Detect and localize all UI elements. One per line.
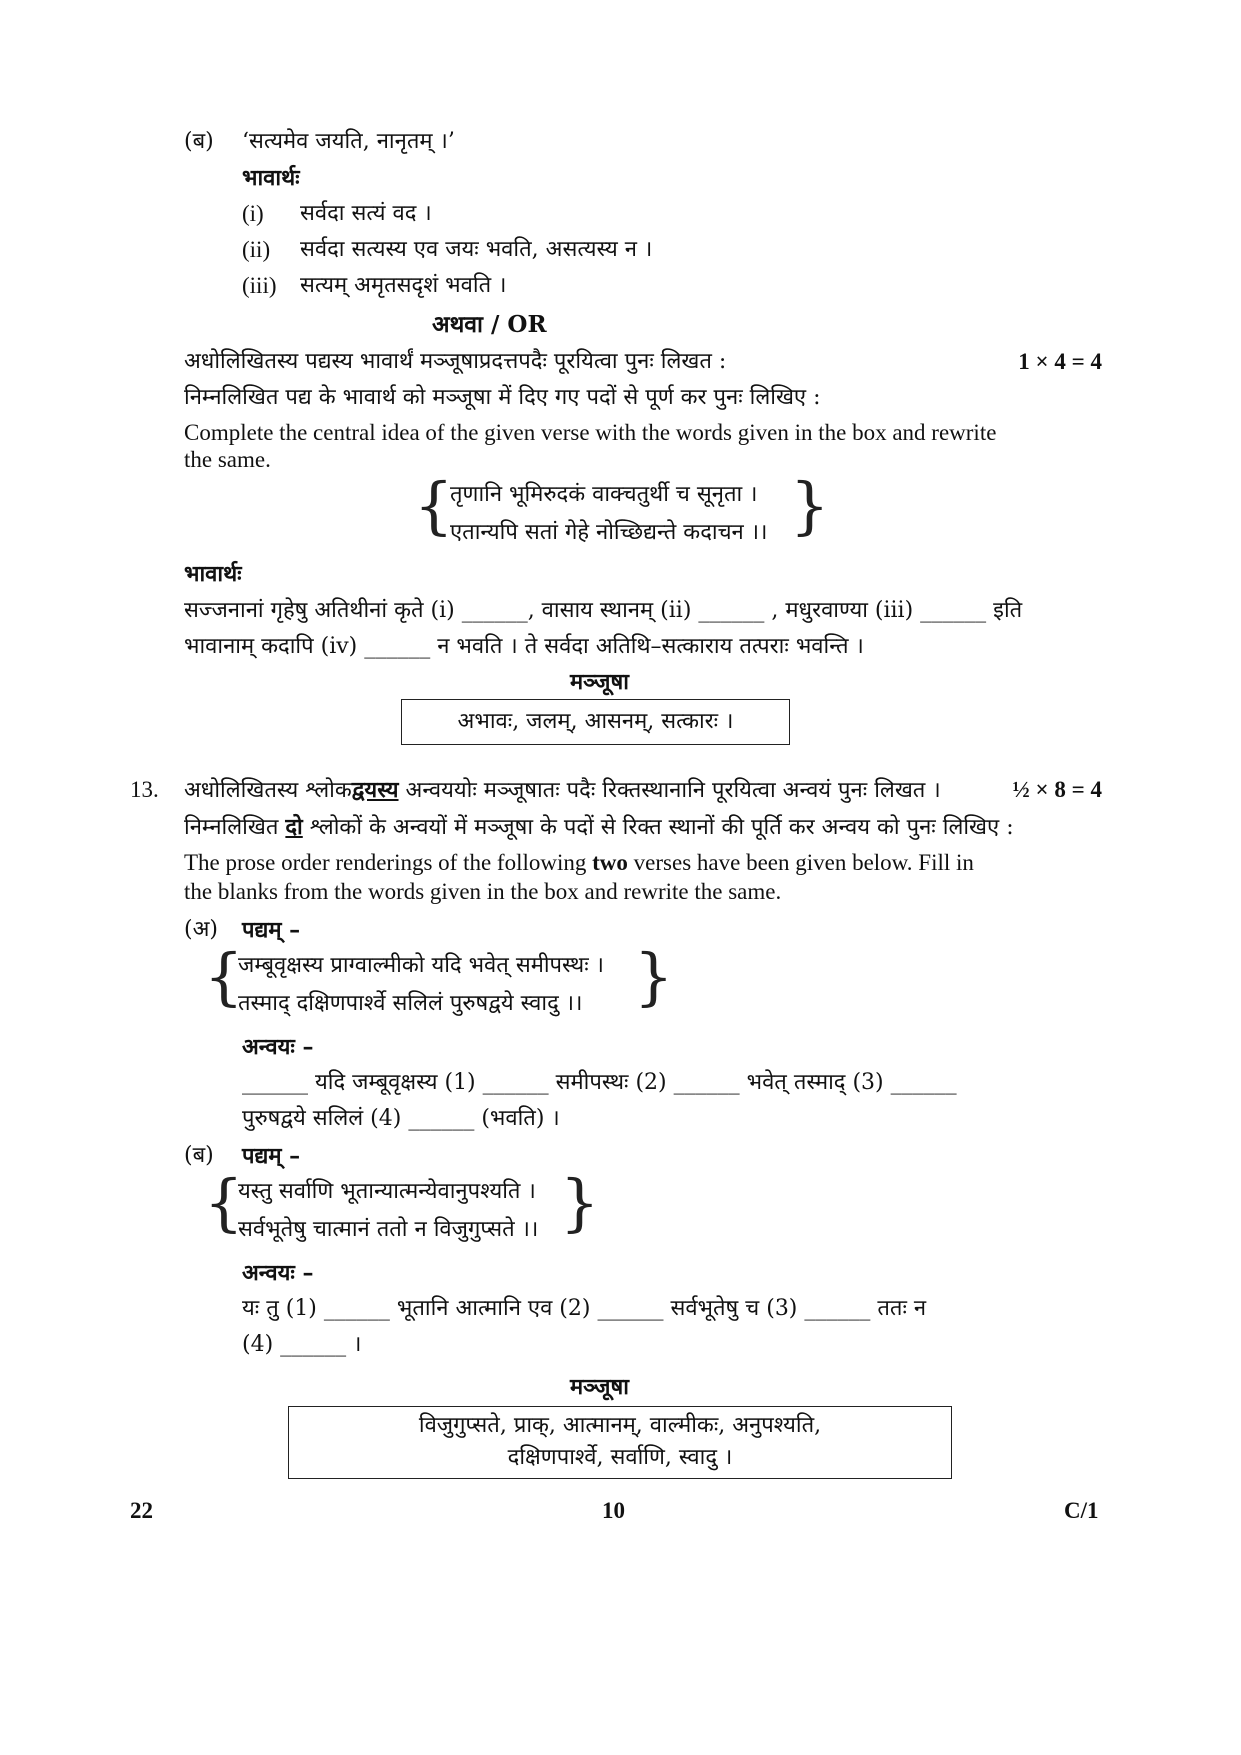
footer-right: C/1 [1064, 1498, 1099, 1523]
word-box-words: अभावः, जलम्, आसनम्, सत्कारः । [457, 709, 734, 734]
left-brace: { [414, 469, 454, 542]
q13-box-line-2: दक्षिणपार्श्वे, सर्वाणि, स्वादु । [507, 1445, 733, 1470]
option-num: (i) [242, 201, 264, 226]
bhavartha-line-2: भावानाम् कदापि (iv) ______ न भवति । ते सर्वदा अतिथि–सत्काराय तत्पराः भवन्ति । [184, 634, 864, 659]
q13-b-verse-1: यस्तु सर्वाणि भूतान्यात्मन्येवानुपश्यति । [238, 1179, 536, 1204]
q13-number: 13. [130, 777, 159, 802]
q13-part-b-heading: पद्यम् – [242, 1143, 301, 1169]
or-instruction-english-cont: the same. [184, 447, 271, 472]
q13-instruction-sanskrit [184, 775, 941, 806]
part-b-quote: ‘सत्यमेव जयति, नानृतम् ।’ [242, 129, 455, 154]
part-b-heading: भावार्थः [242, 165, 300, 191]
box-title: मञ्जूषा [570, 669, 629, 695]
option-text: सर्वदा सत्यं वद । [300, 201, 432, 226]
q13-word-box [288, 1406, 952, 1479]
q13-b-anvaya-heading: अन्वयः – [242, 1260, 314, 1286]
bhavartha-heading: भावार्थः [184, 561, 242, 587]
bhavartha-line-1: सज्जनानां गृहेषु अतिथीनां कृते (i) ______, वासाय स्थानम् (ii) ______ , मधुरवाण्या (iii) ______ इति [184, 598, 1023, 623]
q13-a-verse-2: तस्माद् दक्षिणपार्श्वे सलिलं पुरुषद्वये स्वादु ।। [238, 991, 583, 1016]
q13-instr-hi-post: श्लोकों के अन्वयों में मञ्जूषा के पदों से रिक्त स्थानों की पूर्ति कर अन्वय को पुनः लिखिए : [302, 815, 1014, 840]
q13-instr-hi-bold: दो [285, 814, 303, 840]
q13-part-a-heading: पद्यम् – [242, 917, 301, 943]
or-instruction-sanskrit: अधोलिखितस्य पद्यस्य भावार्थं मञ्जूषाप्रदत्तपदैः पूरयित्वा पुनः लिखत : [184, 349, 727, 374]
left-brace: { [204, 940, 244, 1013]
option-num: (iii) [242, 273, 277, 298]
part-b-label: (ब) [184, 129, 214, 154]
q13-marks: ½ × 8 = 4 [1012, 777, 1102, 802]
q13-instr-en-pre: The prose order renderings of the following [184, 850, 593, 875]
q13-instr-sa-bold: द्वयस्य [351, 777, 399, 803]
q13-instr-en-bold: two [592, 850, 628, 875]
q13-part-b-label: (ब) [184, 1143, 214, 1168]
word-box [401, 699, 790, 745]
option-text: सर्वदा सत्यस्य एव जयः भवति, असत्यस्य न । [300, 237, 653, 262]
verse-line-1: तृणानि भूमिरुदकं वाक्चतुर्थी च सूनृता । [450, 482, 758, 507]
footer-page-number: 10 [602, 1498, 625, 1523]
q13-instr-sa-post: अन्वययोः मञ्जूषातः पदैः रिक्तस्थानानि पूरयित्वा अन्वयं पुनः लिखत । [398, 778, 941, 803]
q13-instruction-hindi [184, 812, 1014, 843]
footer-left: 22 [130, 1498, 153, 1523]
q13-a-anvaya-line-1: ______ यदि जम्बूवृक्षस्य (1) ______ समीपस्थः (2) ______ भवेत् तस्माद् (3) ______ [242, 1070, 957, 1095]
or-marks: 1 × 4 = 4 [1018, 349, 1102, 374]
q13-instruction-english [184, 848, 974, 878]
option-num: (ii) [242, 237, 271, 262]
q13-instr-sa-pre: अधोलिखितस्य श्लोक [184, 778, 352, 803]
q13-part-a-label: (अ) [184, 917, 218, 942]
q13-a-anvaya-heading: अन्वयः – [242, 1034, 314, 1060]
right-brace: } [790, 469, 830, 542]
option-text: सत्यम् अमृतसदृशं भवति । [300, 273, 507, 298]
q13-instr-en-post: verses have been given below. Fill in [627, 850, 974, 875]
q13-a-verse-1: जम्बूवृक्षस्य प्राग्वाल्मीको यदि भवेत् समीपस्थः । [238, 953, 605, 978]
q13-box-title: मञ्जूषा [570, 1374, 629, 1400]
q13-a-anvaya-line-2: पुरुषद्वये सलिलं (4) ______ (भवति) । [242, 1106, 560, 1131]
verse-line-2: एतान्यपि सतां गेहे नोच्छिद्यन्ते कदाचन ।। [450, 520, 768, 545]
q13-instruction-english-cont: the blanks from the words given in the box and rewrite the same. [184, 879, 782, 904]
q13-b-verse-2: सर्वभूतेषु चात्मानं ततो न विजुगुप्सते ।। [238, 1217, 539, 1242]
right-brace: } [560, 1166, 600, 1239]
or-label: अथवा / OR [432, 311, 547, 338]
left-brace: { [204, 1166, 244, 1239]
q13-b-anvaya-line-2: (4) ______ । [242, 1332, 362, 1357]
q13-instr-hi-pre: निम्नलिखित [184, 815, 286, 840]
q13-b-anvaya-line-1: यः तु (1) ______ भूतानि आत्मानि एव (2) ______ सर्वभूतेषु च (3) ______ ततः न [242, 1296, 927, 1321]
right-brace: } [634, 940, 674, 1013]
q13-box-line-1: विजुगुप्सते, प्राक्, आत्मानम्, वाल्मीकः, अनुपश्यति, [418, 1413, 822, 1438]
or-instruction-hindi: निम्नलिखित पद्य के भावार्थ को मञ्जूषा में दिए गए पदों से पूर्ण कर पुनः लिखिए : [184, 385, 821, 410]
or-instruction-english: Complete the central idea of the given verse with the words given in the box and rewrite [184, 420, 997, 445]
